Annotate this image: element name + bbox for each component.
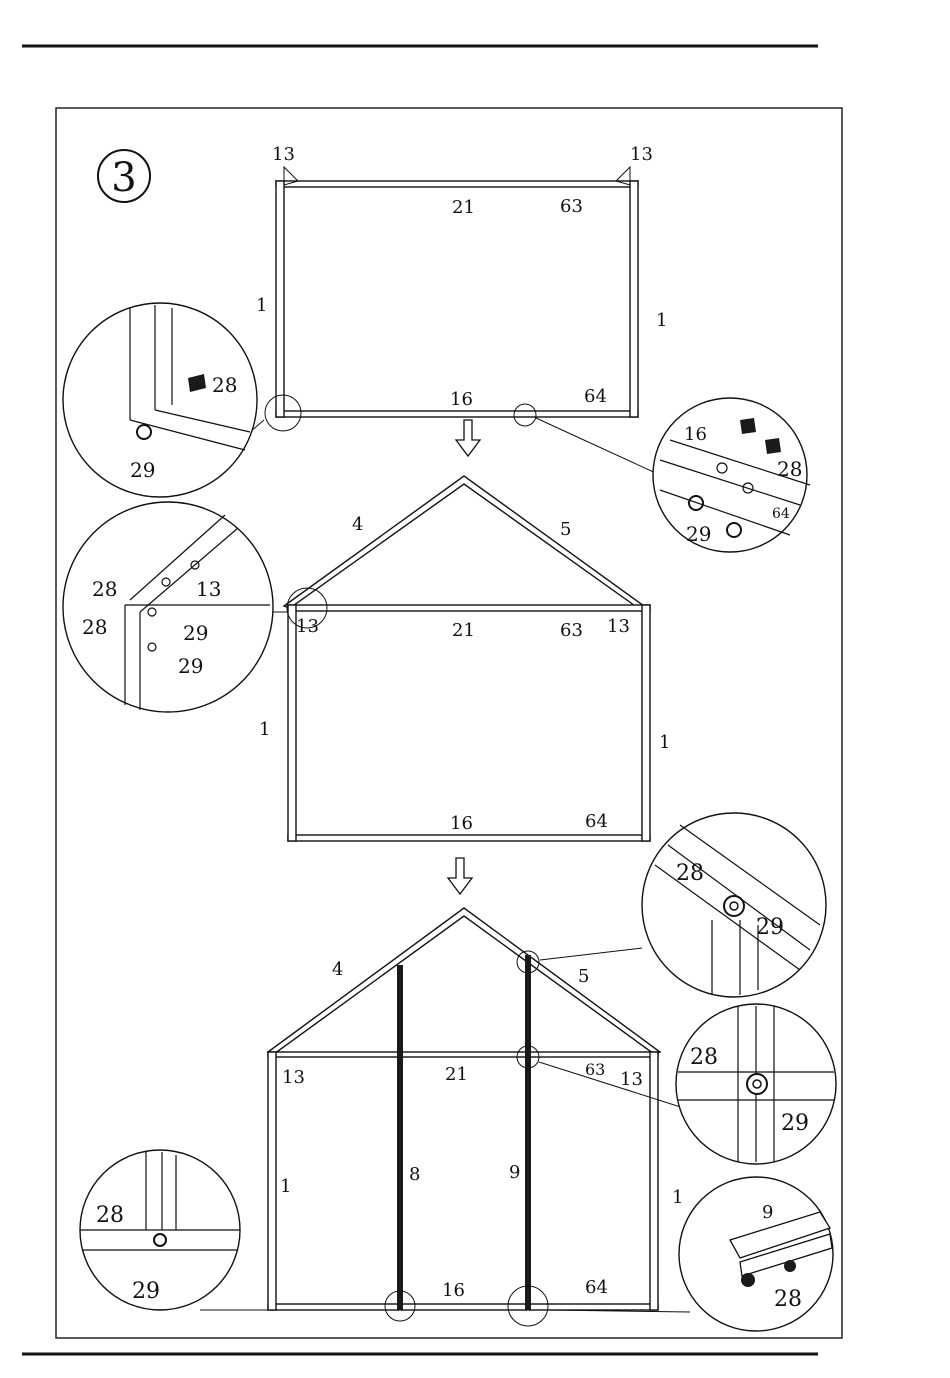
rail-21 [288,605,650,611]
label-13: 13 [620,1069,643,1090]
detail-top-right [653,398,810,552]
label-1: 1 [659,732,671,753]
label-29: 29 [183,621,209,645]
label-28: 28 [774,1287,802,1312]
roof-rafters [268,908,660,1054]
top-frame [250,144,667,475]
step-number: 3 [111,155,137,201]
label-16: 16 [450,813,473,834]
post-left [268,1052,276,1310]
label-29: 29 [756,915,784,940]
label-16: 16 [450,389,473,410]
bolt-icon [765,438,781,454]
label-4: 4 [332,959,344,980]
label-21: 21 [452,620,475,641]
down-arrow-icon [456,420,480,456]
label-63: 63 [585,1060,606,1079]
label-64: 64 [772,506,790,522]
bolt-icon [741,1273,755,1287]
leader [536,418,660,475]
post-left [276,181,284,417]
down-arrow-icon [448,858,472,894]
label-21: 21 [452,197,475,218]
detail-middle [676,1004,836,1164]
label-64: 64 [584,386,607,407]
rail-16 [288,835,650,841]
label-16: 16 [442,1280,465,1301]
post-right [642,605,650,841]
label-29: 29 [781,1111,809,1136]
final-frame [200,908,690,1326]
label-21: 21 [445,1064,468,1085]
rail-21 [268,1052,658,1057]
label-13: 13 [607,616,630,637]
post-right [630,181,638,417]
roof-rafters [284,476,644,608]
detail-bottom-left [80,1150,240,1310]
label-63: 63 [560,620,583,641]
label-1: 1 [256,295,268,316]
label-28: 28 [777,457,803,481]
label-1: 1 [672,1187,684,1208]
label-29: 29 [686,522,712,546]
bolt-icon [740,418,756,434]
label-29: 29 [132,1279,160,1304]
gable-frame [190,476,670,841]
label-13: 13 [272,144,295,165]
washer-icon [154,1234,166,1246]
detail-top-left [63,303,257,497]
label-1: 1 [259,719,271,740]
label-28: 28 [82,615,108,639]
rail-16 [276,411,638,417]
washer-icon [747,1074,767,1094]
post-left [288,605,296,841]
label-28: 28 [212,373,238,397]
label-1: 1 [656,310,668,331]
label-13: 13 [630,144,653,165]
label-28: 28 [92,577,118,601]
label-13: 13 [282,1067,305,1088]
label-28: 28 [676,861,704,886]
detail-gable-left [63,502,273,712]
post-9 [525,955,531,1310]
label-8: 8 [409,1164,421,1185]
detail-ridge [642,813,826,997]
label-13: 13 [296,616,319,637]
label-29: 29 [130,458,156,482]
post-8 [397,965,403,1310]
detail-bottom-right [679,1177,833,1331]
bolt-icon [784,1260,796,1272]
label-64: 64 [585,1277,608,1298]
label-9: 9 [762,1202,774,1223]
label-5: 5 [560,519,572,540]
washer-icon [724,896,744,916]
rail-16 [268,1304,658,1310]
rail-21 [276,181,638,187]
label-28: 28 [690,1045,718,1070]
label-5: 5 [578,966,590,987]
post-right [650,1052,658,1310]
label-16: 16 [684,424,707,445]
label-64: 64 [585,811,608,832]
label-1: 1 [280,1176,292,1197]
label-9: 9 [509,1162,521,1183]
label-28: 28 [96,1203,124,1228]
label-13: 13 [196,577,222,601]
label-4: 4 [352,514,364,535]
label-29: 29 [178,654,204,678]
label-63: 63 [560,196,583,217]
